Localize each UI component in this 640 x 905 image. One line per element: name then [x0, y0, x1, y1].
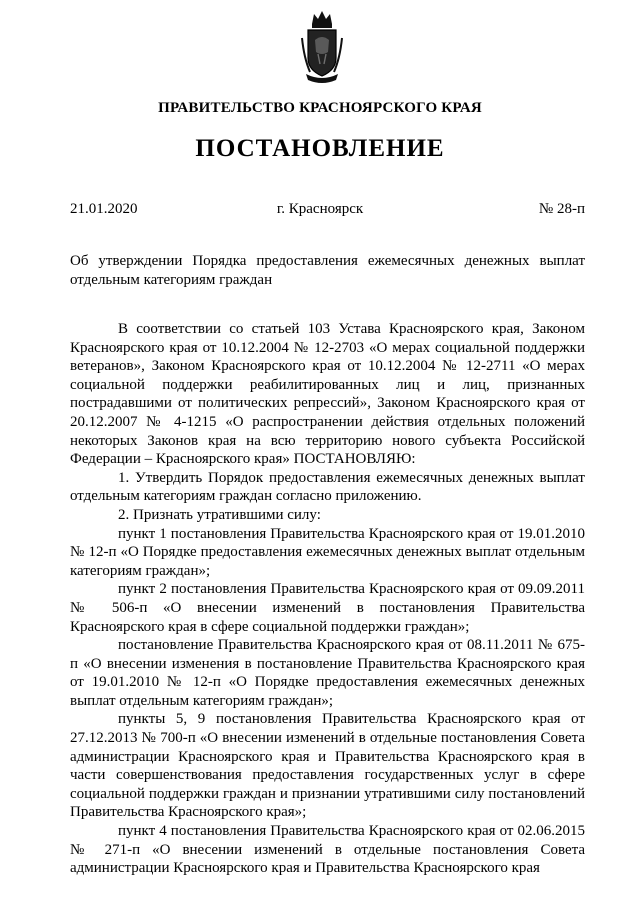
paragraph: 1. Утвердить Порядок предоставления ежемесячных денежных выплат отдельным категориям граждан согласно приложению. — [70, 469, 585, 505]
paragraph: постановление Правительства Красноярского края от 08.11.2011 № 675-п «О внесении изменения в постановление Правительства Красноярского края от 19.01.2010 № 12-п «О Порядке предоставления ежемесячных денежных выплат отдельным категориям граждан»; — [70, 637, 585, 709]
document-number: № 28-п — [538, 201, 585, 217]
paragraph: пункт 4 постановления Правительства Красноярского края от 02.06.2015 № 271-п «О внесении изменений в отдельные постановления Совета администрации Красноярского края и Правительства Красноярского края — [70, 823, 585, 877]
document-type: ПОСТАНОВЛЕНИЕ — [195, 135, 445, 162]
krasnoyarsk-coat-of-arms-icon — [300, 8, 344, 84]
paragraph: 2. Признать утратившими силу: — [118, 506, 321, 523]
paragraph: В соответствии со статьей 103 Устава Красноярского края, Законом Красноярского края от 10.12.2004 № 12-2703 «О мерах социальной поддержки ветеранов», Законом Красноярского края от 10.12.2004 № 12-2711 «О мерах социальной поддержки реабилитированных лиц и лиц, признанных пострадавшими от политических репрессий», Законом Красноярского края от 20.12.2007 № 4-1215 «О распространении действия отдельных положений некоторых Законов края на всю территорию нового субъекта Российской Федерации – Красноярского края» ПОСТАНОВЛЯЮ: — [70, 321, 585, 468]
paragraph: пункт 1 постановления Правительства Красноярского края от 19.01.2010 № 12-п «О Порядке предоставления ежемесячных денежных выплат отдельным категориям граждан»; — [70, 525, 585, 579]
paragraph: пункты 5, 9 постановления Правительства Красноярского края от 27.12.2013 № 700-п «О внесении изменений в отдельные постановления Совета администрации Красноярского края и Правительства Красноярского края в части совершенствования предоставления государственных услуг в сфере социальной поддержки граждан и признании утратившими силу постановлений Правительства Красноярского края»; — [70, 711, 585, 821]
paragraph: пункт 2 постановления Правительства Красноярского края от 09.09.2011 № 506-п «О внесении изменений в постановления Правительства Красноярского края в сфере социальной поддержки граждан»; — [70, 581, 585, 635]
document-body — [70, 320, 585, 878]
document-subject: Об утверждении Порядка предоставления ежемесячных денежных выплат отдельным категориям граждан — [70, 253, 585, 288]
document-city: г. Красноярск — [276, 201, 364, 217]
government-title: ПРАВИТЕЛЬСТВО КРАСНОЯРСКОГО КРАЯ — [158, 100, 482, 116]
document-date: 21.01.2020 — [70, 201, 138, 217]
